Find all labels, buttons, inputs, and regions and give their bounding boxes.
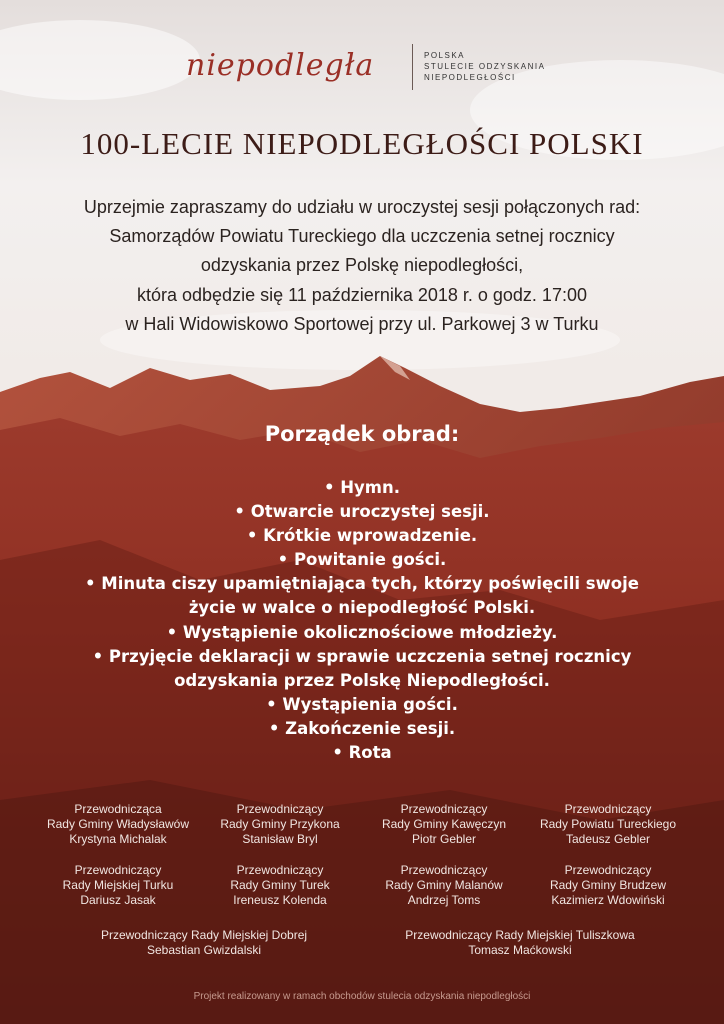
signature-block: [190, 802, 370, 847]
agenda-title: Porządek obrad:: [264, 422, 460, 446]
agenda-item: życie w walce o niepodległość Polski.: [188, 598, 536, 618]
signature-name: Ireneusz Kolenda: [233, 893, 327, 907]
signature-council: Rady Gminy Władysławów: [46, 817, 190, 831]
agenda-item: • Zakończenie sesji.: [268, 718, 456, 738]
signature-role: Przewodniczący: [236, 802, 324, 816]
signature-role: Przewodniczący: [400, 802, 488, 816]
signature-council: Rady Gminy Turek: [230, 878, 330, 892]
signature-name: Krystyna Michalak: [69, 832, 167, 846]
signature-name: Kazimierz Wdowiński: [551, 893, 665, 907]
logo-line: STULECIE ODZYSKANIA: [424, 62, 546, 71]
signature-block: [28, 802, 208, 847]
signature-name: Andrzej Toms: [407, 893, 481, 907]
invitation-line: Uprzejmie zapraszamy do udziału w uroczystej sesji połączonych rad:: [83, 197, 641, 217]
agenda-item: • Wystąpienia gości.: [266, 694, 458, 714]
invitation-line: Samorządów Powiatu Tureckiego dla uczczenia setnej rocznicy: [109, 226, 615, 247]
agenda-item: odzyskania przez Polskę Niepodległości.: [174, 670, 550, 690]
logo-line: NIEPODLEGŁOŚCI: [424, 73, 516, 82]
signature-council: Rady Gminy Brudzew: [549, 878, 667, 892]
signature-block: [28, 863, 208, 908]
signature-name: Tadeusz Gebler: [565, 832, 651, 846]
agenda-item: • Minuta ciszy upamiętniająca tych, którzy poświęcili swoje: [84, 574, 639, 594]
signature-block: [370, 928, 670, 958]
signature-council: Rady Miejskiej Turku: [62, 878, 174, 892]
signature-block: [354, 802, 534, 847]
agenda-item: • Hymn.: [323, 478, 401, 497]
invitation-text: [0, 193, 724, 339]
logo-subtitle: [424, 50, 545, 83]
footer-note: Projekt realizowany w ramach obchodów stulecia odzyskania niepodległości: [193, 991, 531, 1002]
signature-name: Sebastian Gwizdalski: [146, 943, 262, 957]
signature-council: Rady Gminy Malanów: [385, 878, 503, 892]
signature-name: Stanisław Bryl: [242, 832, 318, 846]
signature-role: Przewodniczący: [564, 802, 652, 816]
signature-block: [190, 863, 370, 908]
signature-role: Przewodniczący Rady Miejskiej Dobrej: [100, 928, 308, 942]
agenda-item: • Wystąpienie okolicznościowe młodzieży.: [166, 622, 558, 642]
agenda-item: • Otwarcie uroczystej sesji.: [234, 502, 490, 522]
signature-role: Przewodniczący: [236, 863, 324, 877]
signature-council: Rady Powiatu Tureckiego: [539, 817, 677, 831]
logo-script: niepodległa: [186, 48, 375, 83]
logo-line: POLSKA: [424, 51, 466, 60]
signature-role: Przewodniczący: [564, 863, 652, 877]
signature-block: [518, 802, 698, 847]
page-title: 100-LECIE NIEPODLEGŁOŚCI POLSKI: [80, 126, 644, 161]
signature-block: [354, 863, 534, 908]
invitation-line: w Hali Widowiskowo Sportowej przy ul. Parkowej 3 w Turku: [125, 313, 599, 334]
signature-name: Tomasz Maćkowski: [468, 943, 572, 957]
signature-block: [54, 928, 354, 958]
agenda-list: [0, 476, 724, 765]
signature-council: Rady Gminy Kawęczyn: [381, 817, 507, 831]
signature-council: Rady Gminy Przykona: [220, 817, 340, 831]
invitation-line: odzyskania przez Polskę niepodległości,: [200, 255, 524, 276]
agenda-item: • Rota: [332, 743, 392, 763]
logo-divider: [412, 44, 413, 90]
signature-name: Dariusz Jasak: [80, 893, 156, 907]
signature-role: Przewodniczący: [74, 863, 162, 877]
signature-role: Przewodniczący: [400, 863, 488, 877]
signature-block: [518, 863, 698, 908]
signature-name: Piotr Gebler: [411, 832, 477, 846]
agenda-item: • Krótkie wprowadzenie.: [246, 526, 478, 546]
agenda-item: • Powitanie gości.: [277, 550, 447, 570]
invitation-line: która odbędzie się 11 października 2018 r. o godz. 17:00: [137, 284, 587, 305]
logo: [186, 44, 546, 94]
signature-role: Przewodniczący Rady Miejskiej Tuliszkowa: [405, 928, 635, 942]
signature-role: Przewodnicząca: [74, 802, 162, 816]
agenda-item: • Przyjęcie deklaracji w sprawie uczczenia setnej rocznicy: [92, 646, 632, 666]
